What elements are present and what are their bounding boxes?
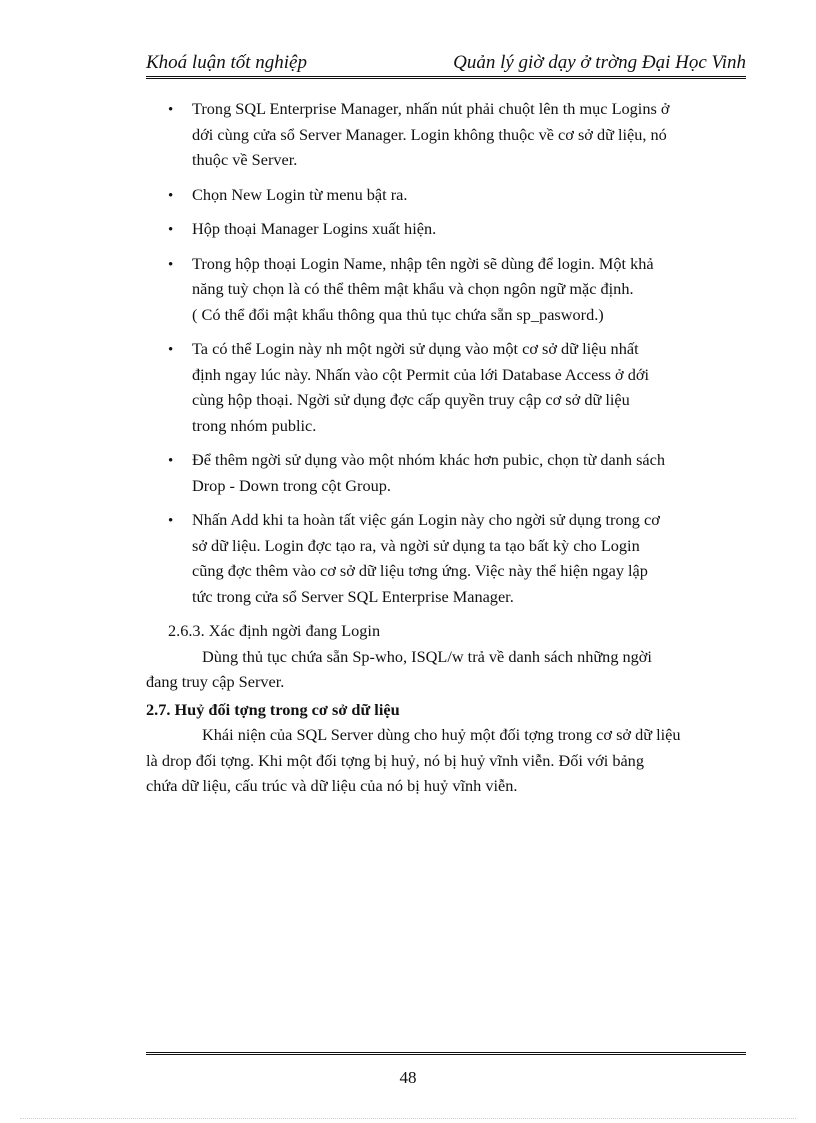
bullet-item xyxy=(146,507,751,609)
bullet-icon: • xyxy=(168,187,174,204)
bullet-line: Ta có thể Login này nh một ngời sử dụng vào một cơ sở dữ liệu nhất xyxy=(192,339,639,358)
bullet-icon: • xyxy=(168,222,174,238)
bullet-line: Nhấn Add khi ta hoàn tất việc gán Login này cho ngời sử dụng trong cơ xyxy=(192,510,660,529)
page-body xyxy=(146,96,751,799)
bullet-line: thuộc về Server. xyxy=(192,150,298,169)
header-double-rule xyxy=(146,76,746,80)
paragraph-line: đang truy cập Server. xyxy=(146,672,285,691)
subsection-paragraph xyxy=(146,644,751,695)
paragraph-line: chứa dữ liệu, cấu trúc và dữ liệu của nó bị huỷ vĩnh viễn. xyxy=(146,776,518,795)
bullet-icon: • xyxy=(168,513,174,529)
bullet-line: Drop - Down trong cột Group. xyxy=(192,475,391,495)
bullet-icon: • xyxy=(168,256,174,273)
section-heading: 2.7. Huỷ đối tợng trong cơ sở dữ liệu xyxy=(146,699,400,719)
page-edge-divider xyxy=(20,1118,796,1119)
bullet-line: tức trong cửa sổ Server SQL Enterprise Manager. xyxy=(192,586,514,606)
bullet-line: Để thêm ngời sử dụng vào một nhóm khác hơn pubic, chọn từ danh sách xyxy=(192,450,666,469)
bullet-item xyxy=(146,182,751,208)
bullet-line: dới cùng cửa sổ Server Manager. Login không thuộc về cơ sở dữ liệu, nó xyxy=(192,124,667,144)
bullet-icon: • xyxy=(168,342,174,358)
bullet-line: năng tuỳ chọn là có thể thêm mật khẩu và chọn ngôn ngữ mặc định. xyxy=(192,279,634,298)
paragraph-line: Khái niện của SQL Server dùng cho huỷ một đối tợng trong cơ sở dữ liệu xyxy=(202,725,681,744)
bullet-item xyxy=(146,216,751,242)
bullet-list xyxy=(146,96,751,609)
bullet-icon: • xyxy=(168,102,174,118)
bullet-line: cùng hộp thoại. Ngời sử dụng đợc cấp quyền truy cập cơ sở dữ liệu xyxy=(192,390,630,409)
page-number: 48 xyxy=(399,1068,417,1087)
bullet-item xyxy=(146,251,751,328)
bullet-line: Trong SQL Enterprise Manager, nhấn nút phải chuột lên th mục Logins ở xyxy=(192,99,670,118)
bullet-line: sở dữ liệu. Login đợc tạo ra, và ngời sử dụng ta tạo bất kỳ cho Login xyxy=(192,535,640,555)
footer-double-rule xyxy=(146,1052,746,1057)
section-paragraph xyxy=(146,722,751,799)
bullet-line: ( Có thể đổi mật khẩu thông qua thủ tục chứa sẵn sp_pasword.) xyxy=(192,304,604,324)
paragraph-line: là drop đối tợng. Khi một đối tợng bị huỷ, nó bị huỷ vĩnh viễn. Đối với bảng xyxy=(146,750,644,770)
bullet-item xyxy=(146,447,751,498)
bullet-item xyxy=(146,96,751,173)
bullet-line: Trong hộp thoại Login Name, nhập tên ngời sẽ dùng để login. Một khả xyxy=(192,253,654,273)
subsection-heading: 2.6.3. Xác định ngời đang Login xyxy=(168,621,381,640)
bullet-line: định ngay lúc này. Nhấn vào cột Permit của lới Database Access ở dới xyxy=(192,364,650,384)
running-header xyxy=(146,52,746,78)
bullet-line: trong nhóm public. xyxy=(192,415,317,435)
header-left-title: Khoá luận tốt nghiệp xyxy=(146,52,307,73)
bullet-item xyxy=(146,336,751,438)
bullet-line: Hộp thoại Manager Logins xuất hiện. xyxy=(192,219,437,238)
paragraph-line: Dùng thủ tục chứa sẵn Sp-who, ISQL/w trả về danh sách những ngời xyxy=(202,646,652,666)
bullet-line: Chọn New Login từ menu bật ra. xyxy=(192,184,408,204)
bullet-line: cũng đợc thêm vào cơ sở dữ liệu tơng ứng. Việc này thể hiện ngay lập xyxy=(192,561,648,580)
bullet-icon: • xyxy=(168,453,174,469)
header-right-title: Quản lý giờ dạy ở trờng Đại Học Vinh xyxy=(453,52,746,73)
